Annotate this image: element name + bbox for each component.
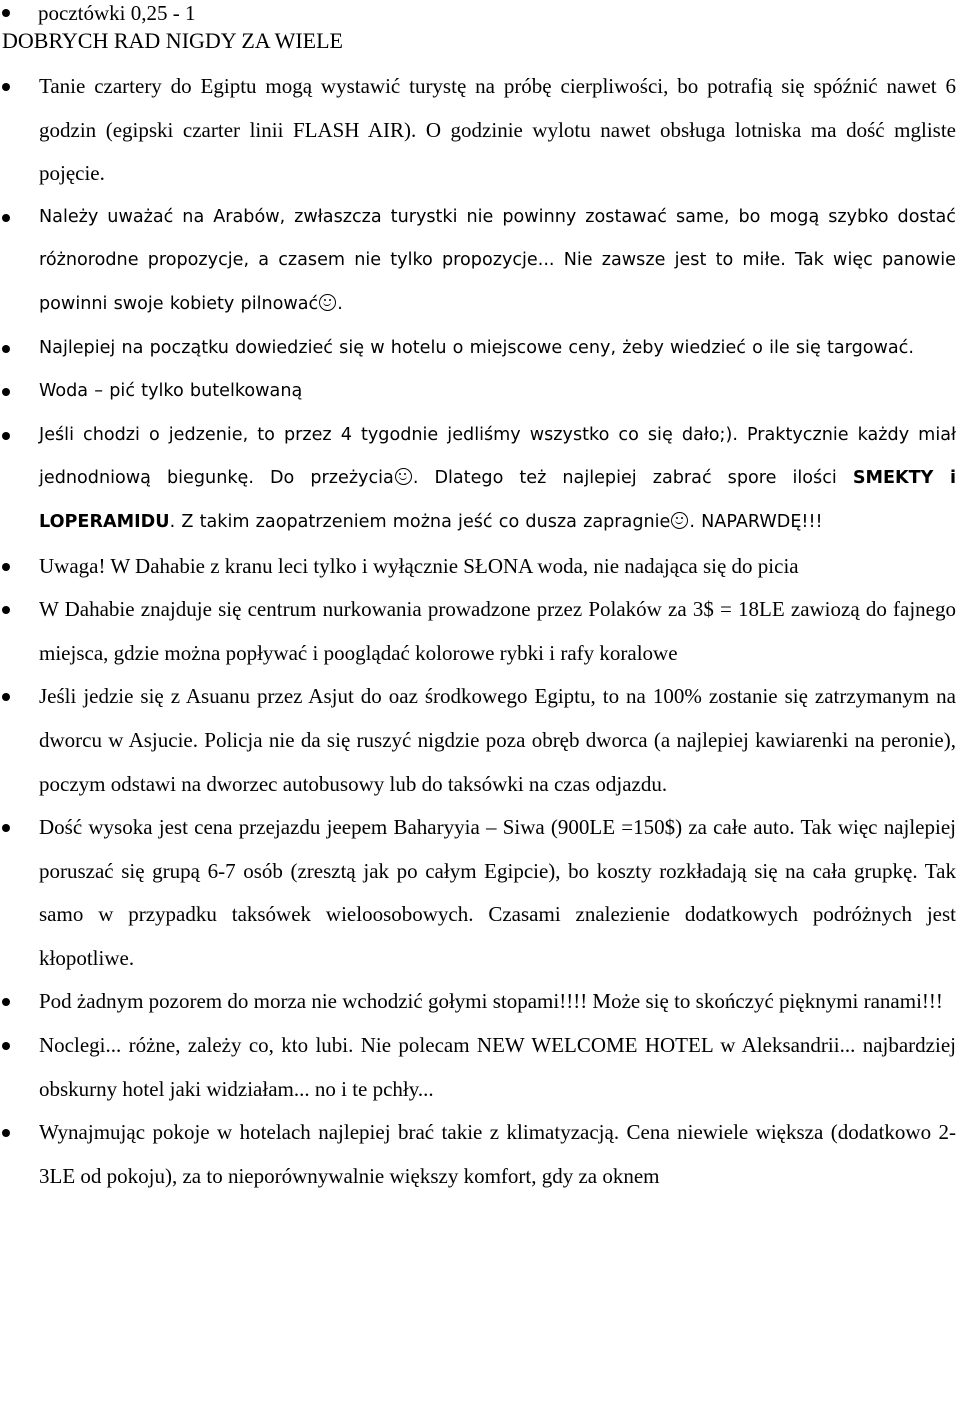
bullet-icon	[2, 345, 10, 353]
bullet-icon	[2, 1042, 10, 1050]
list-item-text: Wynajmując pokoje w hotelach najlepiej brać takie z klimatyzacją. Cena niewiele większa (dodatkowo 2-3LE od pokoju), za to nieporównywalnie większy komfort, gdy za oknem	[39, 1120, 956, 1188]
list-item-text-end: .	[337, 293, 343, 314]
list-item-text: Najlepiej na początku dowiedzieć się w hotelu o miejscowe ceny, żeby wiedzieć o ile się targować.	[39, 337, 914, 358]
list-item	[0, 545, 956, 589]
smiley-face-icon	[319, 294, 336, 311]
list-item-text: Należy uważać na Arabów, zwłaszcza turystki nie powinny zostawać same, bo mogą szybko dostać różnorodne propozycje, a czasem nie tylko propozycje... Nie zawsze jest to miłe. Tak więc panowie powinni swoje kobiety pilnować	[39, 206, 956, 314]
section-heading: DOBRYCH RAD NIGDY ZA WIELE	[2, 28, 343, 53]
list-item	[0, 806, 956, 980]
list-item-text: Dość wysoka jest cena przejazdu jeepem Baharyyia – Siwa (900LE =150$) za całe auto. Tak więc najlepiej poruszać się grupą 6-7 osób (zresztą jak po całym Egipcie), bo koszty rozkładają się na cała grupkę. Tak samo w przypadku taksówek wieloosobowych. Czasami znalezienie dodatkowych podróżnych jest kłopotliwe.	[39, 815, 956, 970]
advice-list	[0, 65, 956, 1198]
list-item-text: Noclegi... różne, zależy co, kto lubi. Nie polecam NEW WELCOME HOTEL w Aleksandrii... najbardziej obskurny hotel jaki widziałam... no i te pchły...	[39, 1033, 956, 1101]
list-item	[0, 65, 956, 196]
list-item	[0, 414, 956, 545]
list-item-text: Pod żadnym pozorem do morza nie wchodzić gołymi stopami!!!! Może się to skończyć pięknymi ranami!!!	[39, 989, 943, 1014]
list-item-text: Woda – pić tylko butelkowaną	[39, 381, 303, 402]
list-item-text: Tanie czartery do Egiptu mogą wystawić turystę na próbę cierpliwości, bo potrafią się spóźnić nawet 6 godzin (egipski czarter linii FLASH AIR). O godzinie wylotu nawet obsługa lotniska ma dość mgliste pojęcie.	[39, 74, 956, 186]
bullet-icon	[2, 9, 10, 17]
list-item	[0, 327, 956, 371]
list-item	[0, 1024, 956, 1111]
list-item	[0, 980, 956, 1024]
bullet-icon	[2, 83, 10, 91]
smiley-face-icon	[671, 512, 688, 529]
bullet-icon	[2, 998, 10, 1006]
bullet-icon	[2, 824, 10, 832]
list-item-text-cont: . Dlatego też najlepiej zabrać spore ilości	[412, 468, 853, 489]
bullet-icon	[2, 1129, 10, 1137]
list-item-text: Jeśli chodzi o jedzenie, to przez 4 tygodnie jedliśmy wszystko co się dało;). Praktycznie każdy miał jednodniową biegunkę. Do przeżycia	[39, 424, 956, 489]
list-item	[0, 675, 956, 806]
list-item	[0, 588, 956, 675]
bullet-icon	[2, 214, 10, 222]
smiley-face-icon	[395, 468, 412, 485]
list-item	[0, 1111, 956, 1198]
bullet-icon	[2, 432, 10, 440]
bullet-icon	[2, 388, 10, 396]
list-item	[0, 196, 956, 327]
list-item-text: Jeśli jedzie się z Asuanu przez Asjut do oaz środkowego Egiptu, to na 100% zostanie się zatrzymanym na dworcu w Asjucie. Policja nie da się ruszyć nigdzie poza obręb dworca (a najlepiej kawiarenki na peronie), poczym odstawi na dworzec autobusowy lub do taksówki na czas odjazdu.	[39, 684, 956, 796]
list-item	[0, 370, 956, 414]
list-item-text: Uwaga! W Dahabie z kranu leci tylko i wyłącznie SŁONA woda, nie nadająca się do picia	[39, 553, 799, 578]
bullet-icon	[2, 563, 10, 571]
list-item-text: pocztówki 0,25 - 1	[38, 1, 196, 25]
list-item-text-end: . NAPARWDĘ!!!	[689, 511, 823, 532]
list-item-text-cont: . Z takim zaopatrzeniem można jeść co dusza zapragnie	[169, 511, 671, 532]
bullet-icon	[2, 693, 10, 701]
list-item-text: W Dahabie znajduje się centrum nurkowania prowadzone przez Polaków za 3$ = 18LE zawiozą do fajnego miejsca, gdzie można popływać i pooglądać kolorowe rybki i rafy koralowe	[39, 597, 956, 665]
medicine-names: SMEKTY i LOPERAMIDU	[39, 468, 956, 532]
bullet-icon	[2, 606, 10, 614]
